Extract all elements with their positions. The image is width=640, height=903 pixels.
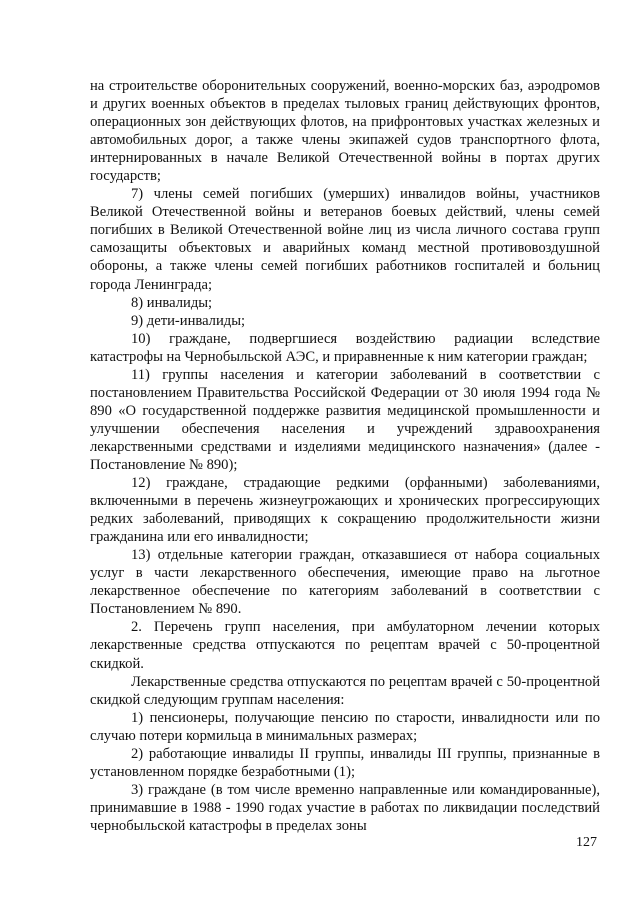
section-2-heading: 2. Перечень групп населения, при амбулаторном лечении которых лекарственные средства отпускаются по рецептам врачей с 50-процентной скидкой. (90, 619, 600, 672)
paragraph-text: на строительстве оборонительных сооружений, военно-морских баз, аэродромов и других военных объектов в пределах тыловых границ действующих фронтов, операционных зон действующих флотов, на прифронтовых участках железных и автомобильных дорог, а также члены экипажей судов транспортного флота, интернированных в начале Великой Отечественной войны в портах других государств; (90, 78, 600, 185)
document-body (90, 77, 600, 835)
list-item-12: 12) граждане, страдающие редкими (орфанными) заболеваниями, включенными в перечень жизнеугрожающих и хронических прогрессирующих редких заболеваний, приводящих к сокращению продолжительности жизни гражданина или его инвалидности; (90, 475, 600, 546)
list-item-9: 9) дети-инвалиды; (131, 312, 246, 329)
list-item-2: 2) работающие инвалиды II группы, инвалиды III группы, признанные в установленном порядке безработными (1); (90, 745, 600, 780)
list-item-1: 1) пенсионеры, получающие пенсию по старости, инвалидности или по случаю потери кормильца в минимальных размерах; (90, 709, 600, 744)
paragraph-text: Лекарственные средства отпускаются по рецептам врачей с 50-процентной скидкой следующим группам населения: (90, 673, 600, 708)
list-item-10: 10) граждане, подвергшиеся воздействию радиации вследствие катастрофы на Чернобыльской АЭС, и приравненные к ним категории граждан; (90, 330, 600, 365)
list-item-7: 7) члены семей погибших (умерших) инвалидов войны, участников Великой Отечественной войны и ветеранов боевых действий, члены семей погибших в Великой Отечественной войне лиц из числа личного состава групп самозащиты объектовых и аварийных команд местной противовоздушной обороны, а также члены семей погибших работников госпиталей и больниц города Ленинграда; (90, 186, 600, 293)
list-item-8: 8) инвалиды; (131, 294, 213, 311)
list-item-3: 3) граждане (в том числе временно направленные или командированные), принимавшие в 1988 - 1990 годах участие в работах по ликвидации последствий чернобыльской катастрофы в пределах зоны (90, 781, 600, 834)
list-item-11: 11) группы населения и категории заболеваний в соответствии с постановлением Правительства Российской Федерации от 30 июля 1994 года № 890 «О государственной поддержке развития медицинской промышленности и улучшении обеспечения населения и учреждений здравоохранения лекарственными средствами и изделиями медицинского назначения» (далее - Постановление № 890); (90, 366, 600, 473)
list-item-13: 13) отдельные категории граждан, отказавшиеся от набора социальных услуг в части лекарственного обеспечения, имеющие право на льготное лекарственное обеспечение по категориям заболеваний в соответствии с Постановлением № 890. (90, 547, 600, 618)
page-number: 127 (576, 835, 597, 850)
